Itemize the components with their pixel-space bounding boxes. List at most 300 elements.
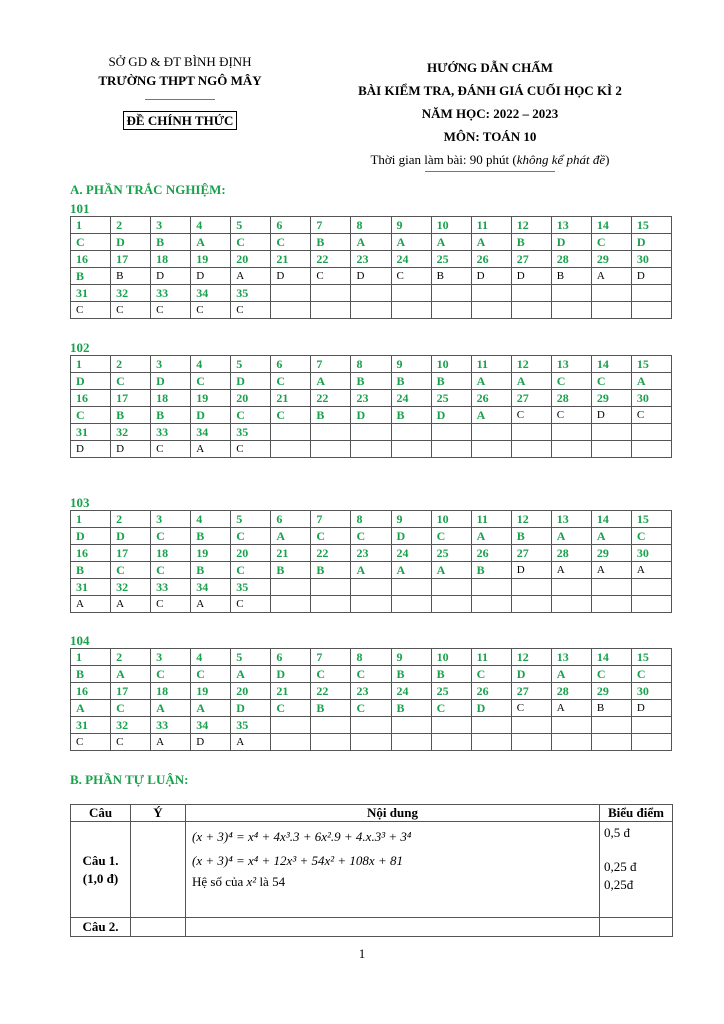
expansion-line-1: (x + 3)⁴ = x⁴ + 4x³.3 + 6x².9 + 4.x.3³ + 3⁴ <box>192 829 412 844</box>
question-number-row <box>71 717 672 734</box>
answer-cell: B <box>71 268 111 285</box>
answer-cell: B <box>191 562 231 579</box>
question-number <box>471 717 511 734</box>
answer-cell: B <box>511 528 551 545</box>
answer-cell: C <box>71 234 111 251</box>
answer-cell: A <box>191 441 231 458</box>
coefficient-line: Hệ số của x² là 54 <box>192 874 286 889</box>
question-number: 23 <box>351 545 391 562</box>
answer-cell: A <box>351 562 391 579</box>
answer-cell: A <box>551 700 591 717</box>
question-number: 30 <box>631 251 671 268</box>
answer-cell: C <box>591 234 631 251</box>
question-number: 8 <box>351 217 391 234</box>
question-number: 25 <box>431 251 471 268</box>
question-number: 17 <box>111 390 151 407</box>
answer-cell: C <box>551 407 591 424</box>
answer-cell <box>351 302 391 319</box>
question-number: 16 <box>71 390 111 407</box>
question-number: 11 <box>471 217 511 234</box>
header-right <box>310 56 670 172</box>
question-number: 12 <box>511 649 551 666</box>
question-number: 4 <box>191 356 231 373</box>
answer-cell <box>271 596 311 613</box>
answer-cell: D <box>71 441 111 458</box>
question-number: 27 <box>511 545 551 562</box>
header-content: Nội dung <box>186 805 600 822</box>
answer-cell: D <box>511 562 551 579</box>
question-number: 35 <box>231 285 271 302</box>
question-number: 13 <box>551 217 591 234</box>
answer-row <box>71 268 672 285</box>
question-number: 4 <box>191 217 231 234</box>
question-number <box>471 424 511 441</box>
answer-cell <box>631 302 671 319</box>
question-number: 26 <box>471 390 511 407</box>
answer-cell <box>351 596 391 613</box>
answer-row <box>71 734 672 751</box>
question-number: 1 <box>71 649 111 666</box>
question-number <box>591 424 631 441</box>
answer-cell <box>551 596 591 613</box>
question-number: 30 <box>631 545 671 562</box>
question-number <box>631 579 671 596</box>
answer-cell <box>391 302 431 319</box>
question-number <box>351 285 391 302</box>
answer-cell: B <box>391 407 431 424</box>
part-cell <box>131 822 186 918</box>
answer-cell: D <box>631 700 671 717</box>
score-cell: 0,5 đ 0,25 đ 0,25đ <box>600 822 673 918</box>
question-number <box>391 579 431 596</box>
answer-cell: A <box>71 596 111 613</box>
answer-cell: B <box>351 373 391 390</box>
answer-row <box>71 562 672 579</box>
answer-cell: A <box>231 268 271 285</box>
answer-cell <box>311 596 351 613</box>
question-number: 34 <box>191 579 231 596</box>
question-number: 13 <box>551 649 591 666</box>
question-number: 27 <box>511 683 551 700</box>
question-number <box>631 717 671 734</box>
question-number: 24 <box>391 390 431 407</box>
subject: MÔN: TOÁN 10 <box>443 129 537 144</box>
answer-cell: D <box>431 407 471 424</box>
question-number: 17 <box>111 251 151 268</box>
question-number <box>471 579 511 596</box>
answer-cell: D <box>471 700 511 717</box>
question-number: 8 <box>351 356 391 373</box>
answer-cell <box>271 302 311 319</box>
question-number <box>551 717 591 734</box>
answer-cell <box>431 734 471 751</box>
question-number: 2 <box>111 511 151 528</box>
question-number: 33 <box>151 424 191 441</box>
answer-cell: B <box>391 666 431 683</box>
question-number <box>351 579 391 596</box>
question-number: 28 <box>551 390 591 407</box>
question-number-row <box>71 356 672 373</box>
answer-cell: D <box>111 528 151 545</box>
answer-cell: C <box>631 528 671 545</box>
answer-cell: C <box>471 666 511 683</box>
question-number: 21 <box>271 545 311 562</box>
answer-cell: C <box>71 734 111 751</box>
answer-cell: B <box>311 562 351 579</box>
question-number: 4 <box>191 511 231 528</box>
answer-cell: A <box>471 407 511 424</box>
answer-cell <box>511 302 551 319</box>
answer-cell: D <box>271 666 311 683</box>
answer-row <box>71 528 672 545</box>
question-number <box>551 579 591 596</box>
question-number <box>351 424 391 441</box>
question-number: 10 <box>431 649 471 666</box>
question-number: 5 <box>231 511 271 528</box>
answer-cell: A <box>431 562 471 579</box>
question-number: 31 <box>71 285 111 302</box>
question-number <box>271 424 311 441</box>
answer-cell: C <box>591 666 631 683</box>
question-number: 27 <box>511 390 551 407</box>
answer-cell: C <box>151 441 191 458</box>
question-number: 22 <box>311 545 351 562</box>
answer-table <box>70 355 672 458</box>
question-number: 19 <box>191 251 231 268</box>
question-number: 7 <box>311 649 351 666</box>
answer-cell: A <box>591 268 631 285</box>
question-number: 34 <box>191 424 231 441</box>
answer-cell: D <box>511 666 551 683</box>
answer-cell: A <box>551 562 591 579</box>
answer-cell: B <box>311 407 351 424</box>
question-number: 33 <box>151 579 191 596</box>
answer-cell: A <box>71 700 111 717</box>
answer-row <box>71 234 672 251</box>
question-number <box>311 285 351 302</box>
answer-cell: C <box>151 302 191 319</box>
answer-cell: C <box>311 528 351 545</box>
question-number: 14 <box>591 511 631 528</box>
exam-code: 101 <box>70 201 90 216</box>
question-number: 15 <box>631 511 671 528</box>
question-number <box>511 579 551 596</box>
question-number: 33 <box>151 717 191 734</box>
question-number: 2 <box>111 356 151 373</box>
answer-cell: A <box>471 528 511 545</box>
exam-title: BÀI KIỂM TRA, ĐÁNH GIÁ CUỐI HỌC KÌ 2 <box>358 83 622 98</box>
question-number: 1 <box>71 217 111 234</box>
question-number: 4 <box>191 649 231 666</box>
question-number-row <box>71 511 672 528</box>
answer-cell: D <box>111 441 151 458</box>
answer-cell: C <box>591 373 631 390</box>
answer-cell: C <box>271 373 311 390</box>
question-number: 29 <box>591 251 631 268</box>
question-number <box>311 579 351 596</box>
answer-cell: B <box>151 234 191 251</box>
question-number: 32 <box>111 579 151 596</box>
answer-cell: A <box>151 700 191 717</box>
department-name: SỞ GD & ĐT BÌNH ĐỊNH <box>108 54 252 69</box>
question-number: 35 <box>231 579 271 596</box>
answer-cell: C <box>551 373 591 390</box>
answer-cell: C <box>351 700 391 717</box>
answer-cell <box>591 302 631 319</box>
question-number: 35 <box>231 717 271 734</box>
answer-cell: D <box>511 268 551 285</box>
answer-cell: A <box>231 666 271 683</box>
answer-cell: C <box>631 666 671 683</box>
answer-cell: A <box>111 596 151 613</box>
answer-cell: A <box>391 562 431 579</box>
answer-cell: C <box>511 700 551 717</box>
question-number: 11 <box>471 356 511 373</box>
answer-cell <box>391 734 431 751</box>
question-number: 24 <box>391 683 431 700</box>
question-number: 31 <box>71 424 111 441</box>
question-number: 21 <box>271 390 311 407</box>
answer-cell: A <box>591 562 631 579</box>
section-a-title: A. PHẦN TRẮC NGHIỆM: <box>70 182 226 197</box>
question-number: 22 <box>311 251 351 268</box>
question-number: 11 <box>471 511 511 528</box>
answer-cell: C <box>71 407 111 424</box>
answer-cell <box>511 596 551 613</box>
answer-cell: D <box>551 234 591 251</box>
question-number: 32 <box>111 717 151 734</box>
doc-title: HƯỚNG DẪN CHẤM <box>427 60 553 75</box>
question-number: 12 <box>511 356 551 373</box>
answer-cell <box>431 596 471 613</box>
question-number: 15 <box>631 356 671 373</box>
answer-cell: D <box>191 734 231 751</box>
answer-cell <box>351 734 391 751</box>
question-number <box>591 579 631 596</box>
essay-row-1 <box>71 822 673 918</box>
essay-row-2 <box>71 918 673 937</box>
question-cell: Câu 1. (1,0 đ) <box>71 822 131 918</box>
question-number-row <box>71 649 672 666</box>
question-number <box>431 424 471 441</box>
answer-cell: C <box>351 528 391 545</box>
answer-cell: A <box>311 373 351 390</box>
answer-row <box>71 700 672 717</box>
question-number: 3 <box>151 511 191 528</box>
answer-cell: D <box>631 234 671 251</box>
answer-cell: B <box>311 700 351 717</box>
answer-cell <box>551 441 591 458</box>
answer-cell: D <box>151 268 191 285</box>
question-number: 18 <box>151 251 191 268</box>
question-number: 34 <box>191 285 231 302</box>
question-number: 16 <box>71 251 111 268</box>
answer-cell <box>471 441 511 458</box>
answer-cell: B <box>71 666 111 683</box>
answer-cell <box>271 734 311 751</box>
answer-cell: C <box>231 562 271 579</box>
question-number: 23 <box>351 251 391 268</box>
answer-cell: D <box>111 234 151 251</box>
question-number-row <box>71 217 672 234</box>
question-number: 29 <box>591 390 631 407</box>
answer-cell: C <box>311 268 351 285</box>
question-number: 26 <box>471 545 511 562</box>
answer-cell: C <box>351 666 391 683</box>
header-question: Câu <box>71 805 131 822</box>
question-number: 17 <box>111 683 151 700</box>
question-number <box>631 424 671 441</box>
question-number <box>431 579 471 596</box>
answer-cell: C <box>231 528 271 545</box>
question-number <box>391 424 431 441</box>
answer-cell: A <box>271 528 311 545</box>
answer-row <box>71 373 672 390</box>
answer-cell: B <box>431 666 471 683</box>
answer-cell <box>591 441 631 458</box>
answer-cell: C <box>111 302 151 319</box>
question-number: 32 <box>111 285 151 302</box>
question-number: 25 <box>431 545 471 562</box>
answer-row <box>71 666 672 683</box>
question-number: 13 <box>551 356 591 373</box>
answer-cell <box>631 441 671 458</box>
answer-cell <box>511 441 551 458</box>
answer-row <box>71 596 672 613</box>
section-b-title: B. PHẦN TỰ LUẬN: <box>70 772 189 787</box>
content-cell <box>186 918 600 937</box>
question-number: 22 <box>311 390 351 407</box>
answer-cell: C <box>191 666 231 683</box>
answer-cell: D <box>351 268 391 285</box>
question-number: 30 <box>631 683 671 700</box>
exam-code: 103 <box>70 495 90 510</box>
answer-cell: B <box>311 234 351 251</box>
answer-cell: A <box>631 373 671 390</box>
question-number: 18 <box>151 683 191 700</box>
question-number: 19 <box>191 683 231 700</box>
question-number: 20 <box>231 390 271 407</box>
header-left-rule <box>145 99 215 100</box>
school-name: TRƯỜNG THPT NGÔ MÂY <box>98 73 262 88</box>
question-number: 21 <box>271 683 311 700</box>
question-number: 17 <box>111 545 151 562</box>
answer-cell: D <box>391 528 431 545</box>
answer-cell: C <box>431 528 471 545</box>
answer-cell: A <box>151 734 191 751</box>
question-number: 28 <box>551 683 591 700</box>
question-number: 26 <box>471 683 511 700</box>
question-number: 10 <box>431 217 471 234</box>
answer-cell: C <box>391 268 431 285</box>
answer-cell: B <box>391 700 431 717</box>
question-number <box>351 717 391 734</box>
question-number: 23 <box>351 683 391 700</box>
question-number: 32 <box>111 424 151 441</box>
answer-cell: B <box>71 562 111 579</box>
question-number <box>271 579 311 596</box>
question-number: 30 <box>631 390 671 407</box>
answer-cell: D <box>271 268 311 285</box>
answer-cell <box>311 734 351 751</box>
question-cell: Câu 2. <box>71 918 131 937</box>
question-number <box>431 717 471 734</box>
question-number: 11 <box>471 649 511 666</box>
question-number: 18 <box>151 545 191 562</box>
header-score: Biểu điểm <box>600 805 673 822</box>
question-number: 6 <box>271 511 311 528</box>
question-number: 31 <box>71 579 111 596</box>
answer-cell: D <box>71 373 111 390</box>
answer-cell: B <box>591 700 631 717</box>
answer-cell: D <box>471 268 511 285</box>
question-number: 3 <box>151 649 191 666</box>
answer-cell: B <box>111 407 151 424</box>
answer-cell <box>631 596 671 613</box>
answer-cell: D <box>591 407 631 424</box>
answer-cell <box>631 734 671 751</box>
question-number: 9 <box>391 511 431 528</box>
answer-cell: C <box>111 700 151 717</box>
question-number <box>551 424 591 441</box>
answer-cell: A <box>391 234 431 251</box>
question-number <box>511 717 551 734</box>
question-number: 12 <box>511 217 551 234</box>
answer-cell: C <box>631 407 671 424</box>
question-number <box>631 285 671 302</box>
answer-cell: B <box>111 268 151 285</box>
answer-cell: A <box>511 373 551 390</box>
question-number: 35 <box>231 424 271 441</box>
question-number: 15 <box>631 649 671 666</box>
answer-cell: B <box>151 407 191 424</box>
answer-cell <box>311 302 351 319</box>
essay-table <box>70 804 673 937</box>
score-cell <box>600 918 673 937</box>
question-number: 16 <box>71 683 111 700</box>
answer-table <box>70 510 672 613</box>
answer-table <box>70 648 672 751</box>
answer-cell: C <box>231 407 271 424</box>
answer-cell: C <box>151 528 191 545</box>
question-number: 20 <box>231 545 271 562</box>
question-number: 1 <box>71 356 111 373</box>
question-number: 5 <box>231 217 271 234</box>
question-number: 22 <box>311 683 351 700</box>
question-number: 2 <box>111 649 151 666</box>
question-number-row <box>71 251 672 268</box>
question-number: 14 <box>591 356 631 373</box>
answer-cell <box>471 302 511 319</box>
answer-cell: B <box>551 268 591 285</box>
answer-cell: A <box>111 666 151 683</box>
question-number: 10 <box>431 511 471 528</box>
question-number <box>271 717 311 734</box>
answer-cell <box>391 441 431 458</box>
answer-cell: C <box>151 666 191 683</box>
question-number: 10 <box>431 356 471 373</box>
question-number <box>431 285 471 302</box>
header-right-rule <box>425 171 555 172</box>
answer-row <box>71 407 672 424</box>
answer-cell: A <box>351 234 391 251</box>
essay-header-row <box>71 805 673 822</box>
answer-cell: D <box>191 407 231 424</box>
question-number: 7 <box>311 511 351 528</box>
answer-cell: C <box>111 373 151 390</box>
question-number: 6 <box>271 217 311 234</box>
question-number: 12 <box>511 511 551 528</box>
